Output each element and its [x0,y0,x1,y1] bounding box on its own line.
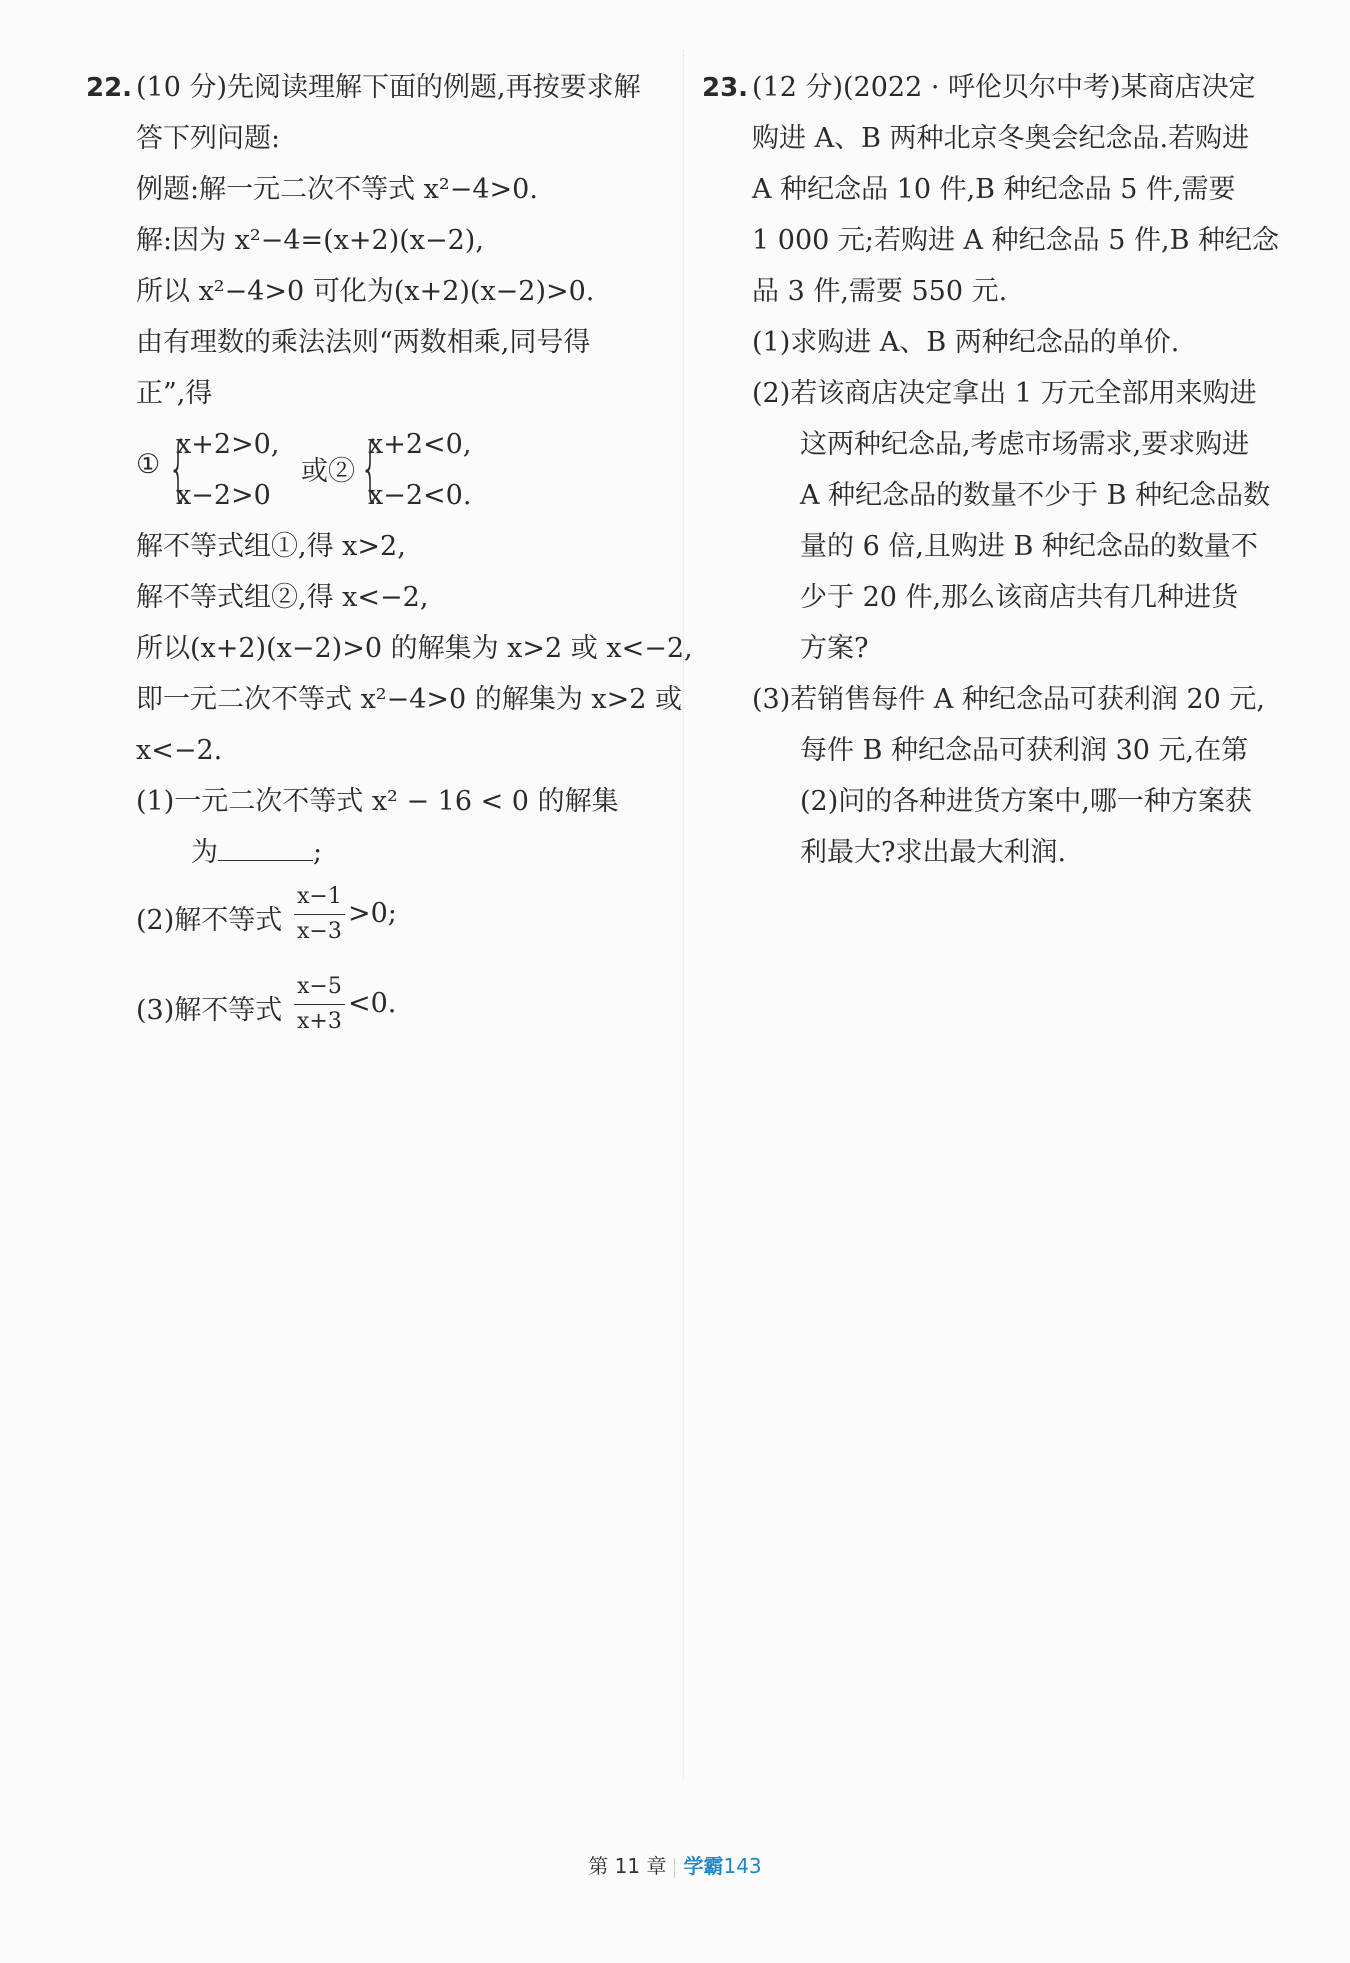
text-line: (2)问的各种进货方案中,哪一种方案获 [800,786,1252,817]
column-divider [683,50,684,1780]
text-line: (12 分)(2022 · 呼伦贝尔中考)某商店决定 [752,72,1256,103]
text-line: A 种纪念品的数量不少于 B 种纪念品数 [800,480,1271,511]
brace-1: { [168,427,189,509]
fraction-numerator: x−1 [294,880,345,915]
chapter-label: 第 11 章 [588,1854,667,1878]
system-2-top: x+2<0, [368,429,472,460]
text-line: 购进 A、B 两种北京冬奥会纪念品.若购进 [752,123,1250,154]
part-3-suffix: <0. [348,988,397,1019]
question-22 [86,62,693,1058]
fraction-denominator: x−3 [297,919,342,944]
page-footer [0,1850,1350,1879]
inequality-systems [86,419,666,521]
question-number: 22. [86,73,133,103]
part-2: (2)若该商店决定拿出 1 万元全部用来购进 [752,378,1257,409]
part-1: (1)一元二次不等式 x² − 16 < 0 的解集 [136,786,619,817]
text-line: 方案? [800,633,869,664]
part-1-suffix: ; [313,837,323,868]
text-line: 利最大?求出最大利润. [800,837,1067,868]
part-1-prefix: 为 [191,837,218,868]
part-3 [86,968,666,1058]
text-line: 每件 B 种纪念品可获利润 30 元,在第 [800,735,1249,766]
answer-blank[interactable] [218,830,313,861]
fraction-denominator: x+3 [297,1009,342,1034]
text-line: 所以(x+2)(x−2)>0 的解集为 x>2 或 x<−2, [136,633,693,664]
text-line: 量的 6 倍,且购进 B 种纪念品的数量不 [800,531,1258,562]
system-1-bottom: x−2>0 [176,480,271,511]
text-line: (10 分)先阅读理解下面的例题,再按要求解 [136,72,641,103]
text-line: A 种纪念品 10 件,B 种纪念品 5 件,需要 [752,174,1236,205]
part-1: (1)求购进 A、B 两种纪念品的单价. [752,327,1180,358]
footer-separator [674,1858,675,1878]
brace-2: { [360,427,381,509]
fraction [294,970,345,1039]
system-2-bottom: x−2<0. [368,480,472,511]
text-line: 所以 x²−4>0 可化为(x+2)(x−2)>0. [136,276,595,307]
fraction-numerator: x−5 [294,970,345,1005]
question-23 [702,62,1294,878]
part-2 [86,878,666,968]
system-1-top: x+2>0, [176,429,280,460]
part-2-suffix: >0; [348,898,397,929]
or-label: 或② [301,456,355,487]
text-line: 答下列问题: [136,123,281,154]
text-line: 解不等式组②,得 x<−2, [136,582,429,613]
text-line: 1 000 元;若购进 A 种纪念品 5 件,B 种纪念 [752,225,1279,256]
text-line: 正”,得 [136,378,213,409]
system-1-label: ① [136,449,161,480]
brand-logo: 学霸 [683,1854,724,1878]
fraction [294,880,345,949]
question-number: 23. [702,73,749,103]
text-line: 由有理数的乘法法则“两数相乘,同号得 [136,327,591,358]
text-line: 例题:解一元二次不等式 x²−4>0. [136,174,538,205]
part-2-prefix: (2)解不等式 [136,905,283,936]
text-line: 即一元二次不等式 x²−4>0 的解集为 x>2 或 [136,684,683,715]
text-line: x<−2. [136,735,223,766]
part-1-answer-line [86,827,666,878]
text-line: 解不等式组①,得 x>2, [136,531,406,562]
part-3: (3)若销售每件 A 种纪念品可获利润 20 元, [752,684,1266,715]
part-3-prefix: (3)解不等式 [136,995,283,1026]
text-line: 品 3 件,需要 550 元. [752,276,1008,307]
text-line: 这两种纪念品,考虑市场需求,要求购进 [800,429,1250,460]
page-number: 143 [723,1854,762,1878]
text-line: 少于 20 件,那么该商店共有几种进货 [800,582,1239,613]
text-line: 解:因为 x²−4=(x+2)(x−2), [136,225,484,256]
